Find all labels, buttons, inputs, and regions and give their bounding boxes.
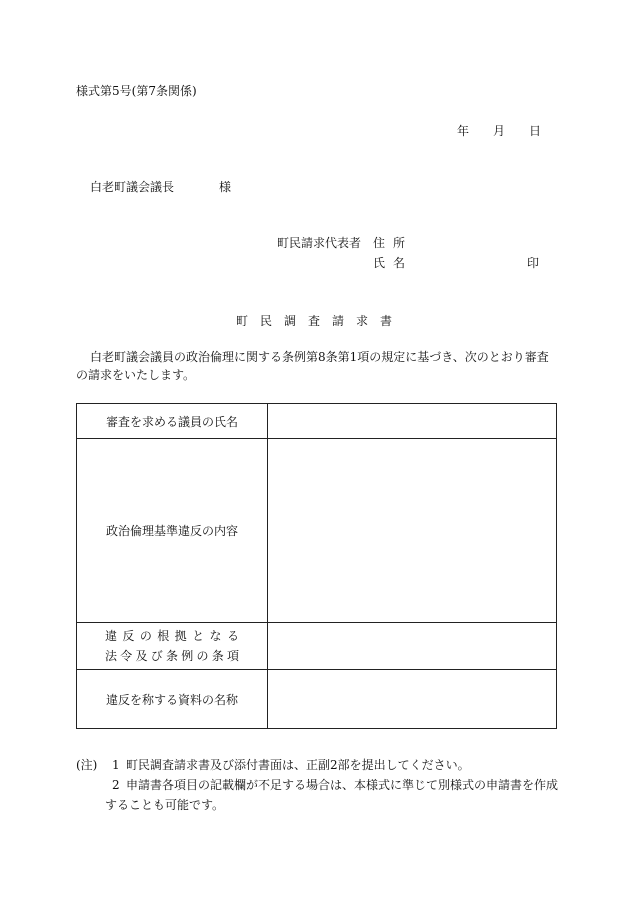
legal-basis-line1: 違反の根拠となる — [105, 629, 239, 643]
form-number: 様式第5号(第7条関係) — [76, 84, 197, 98]
addressee-honorific: 様 — [219, 180, 232, 194]
document-title: 町民調査請求書 — [236, 314, 405, 328]
notes-lead: (注) — [76, 758, 98, 772]
note-item-1 — [76, 755, 558, 775]
table-row — [77, 670, 557, 729]
row-label-violation-content: 政治倫理基準違反の内容 — [77, 439, 268, 623]
date-month-label: 月 — [493, 124, 506, 138]
row-label-legal-basis — [77, 623, 268, 670]
field-document-name[interactable] — [268, 670, 557, 729]
table-row — [77, 439, 557, 623]
note-item-2 — [76, 775, 558, 795]
address-label: 住所 — [373, 236, 414, 250]
date-year-label: 年 — [457, 124, 470, 138]
field-member-name[interactable] — [268, 404, 557, 439]
note-text-continued: することも可能です。 — [105, 798, 225, 812]
seal-mark: 印 — [527, 256, 540, 270]
table-row — [77, 623, 557, 670]
row-label-document-name: 違反を称する資料の名称 — [77, 670, 268, 729]
note-text: 町民調査請求書及び添付書面は、正副2部を提出してください。 — [126, 758, 470, 772]
body-text: 白老町議会議員の政治倫理に関する条例第8条第1項の規定に基づき、次のとおり審査の請求をいたします。 — [76, 350, 549, 382]
row-label-member-name: 審査を求める議員の氏名 — [77, 404, 268, 439]
legal-basis-line2: 法令及び条例の条項 — [105, 649, 239, 663]
name-label: 氏名 — [373, 256, 414, 270]
date-day-label: 日 — [529, 124, 542, 138]
representative-label: 町民請求代表者 — [277, 236, 362, 250]
addressee-name: 白老町議会議長 — [90, 180, 175, 194]
table-row — [77, 404, 557, 439]
notes — [76, 755, 558, 815]
request-form-table — [76, 403, 557, 729]
note-number: 1 — [112, 758, 120, 772]
field-violation-content[interactable] — [268, 439, 557, 623]
field-legal-basis[interactable] — [268, 623, 557, 670]
note-number: 2 — [112, 778, 120, 792]
note-text: 申請書各項目の記載欄が不足する場合は、本様式に準じて別様式の申請書を作成 — [126, 778, 559, 792]
